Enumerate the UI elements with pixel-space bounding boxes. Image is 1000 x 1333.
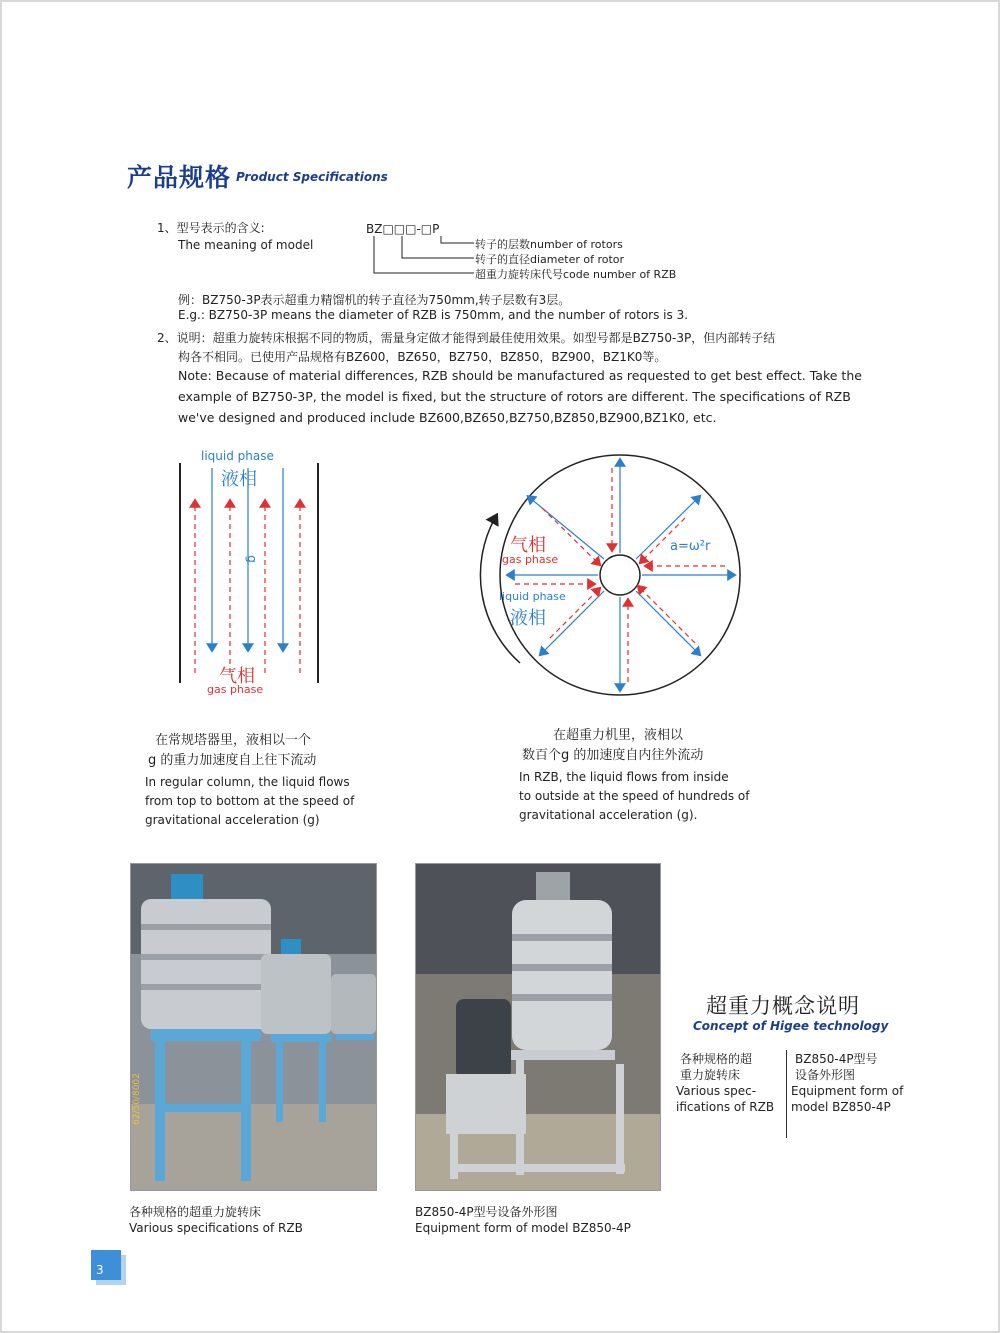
right-liquid-cn: 液相 (510, 608, 546, 629)
left-caption-cn-1: 在常规塔器里，液相以一个 (155, 733, 312, 748)
right-caption-en-2: to outside at the speed of hundreds of (519, 789, 750, 803)
model-line-code: 超重力旋转床代号code number of RZB (475, 268, 677, 281)
note-cn-1: 2、说明：超重力旋转床根据不同的物质，需量身定做才能得到最佳使用效果。如型号都是BZ750-3P，但内部转子结 (157, 331, 776, 345)
right-gas-cn: 气相 (510, 535, 546, 556)
left-gas-en: gas phase (207, 683, 264, 696)
left-gas-cn: 气相 (219, 666, 255, 687)
model-code: BZ□□□-□P (366, 222, 440, 236)
note-en-2: example of BZ750-3P, the model is fixed, but the structure of rotors are different. The specifications of RZB (178, 389, 851, 404)
page-number: 3 (91, 1250, 121, 1280)
concept-col2-en-2: model BZ850-4P (791, 1100, 891, 1114)
right-photo-caption-en: Equipment form of model BZ850-4P (415, 1221, 631, 1235)
concept-title-cn: 超重力概念说明 (706, 994, 860, 1018)
right-photo-caption-cn: BZ850-4P型号设备外形图 (415, 1205, 558, 1219)
model-meaning-label-en: The meaning of model (178, 238, 314, 252)
left-caption-en-3: gravitational acceleration (g) (145, 813, 320, 827)
right-gas-en: gas phase (502, 553, 559, 566)
note-en-3: we've designed and produced include BZ600,BZ650,BZ750,BZ850,BZ900,BZ1K0, etc. (178, 410, 717, 425)
example-en: E.g.: BZ750-3P means the diameter of RZB is 750mm, and the number of rotors is 3. (178, 308, 689, 322)
concept-col1-cn-2: 重力旋转床 (680, 1068, 741, 1082)
left-liquid-en: liquid phase (201, 449, 274, 463)
left-photo-caption-en: Various specifications of RZB (129, 1221, 303, 1235)
model-meaning-label-cn: 1、型号表示的含义: (157, 221, 265, 235)
left-caption-en-1: In regular column, the liquid flows (145, 775, 350, 789)
rotor-inner-circle (600, 555, 640, 595)
note-cn-2: 构各不相同。已使用产品规格有BZ600，BZ650，BZ750，BZ850，BZ900，BZ1K0等。 (178, 350, 667, 364)
right-caption-en-3: gravitational acceleration (g). (519, 808, 698, 822)
concept-col2-en-1: Equipment form of (791, 1084, 904, 1098)
left-caption-en-2: from top to bottom at the speed of (145, 794, 355, 808)
note-en-1: Note: Because of material differences, RZB should be manufactured as requested to get best effect. Take the (178, 368, 862, 383)
right-caption-cn-1: 在超重力机里，液相以 (553, 728, 684, 743)
page-title-cn: 产品规格 (127, 163, 232, 192)
page-title-en: Product Specifications (236, 170, 388, 184)
concept-col1-cn-1: 各种规格的超 (680, 1052, 753, 1066)
left-liquid-cn: 液相 (221, 469, 257, 490)
photo-date-stamp: 62/50/8002 (132, 1073, 142, 1125)
concept-title-en: Concept of Higee technology (693, 1019, 889, 1033)
concept-col1-en-1: Various spec- (676, 1084, 757, 1098)
model-line-diameter: 转子的直径diameter of rotor (475, 253, 625, 266)
bz850-photo (415, 863, 661, 1191)
model-bracket-lines (366, 234, 486, 280)
left-caption-cn-2: g 的重力加速度自上往下流动 (148, 753, 317, 768)
right-caption-cn-2: 数百个g 的加速度自内往外流动 (522, 748, 704, 763)
acceleration-formula: a=ω²r (670, 539, 711, 554)
concept-col2-cn-2: 设备外形图 (795, 1068, 856, 1082)
right-liquid-en: liquid phase (499, 590, 566, 603)
concept-col1-en-2: ifications of RZB (676, 1100, 775, 1114)
left-photo-caption-cn: 各种规格的超重力旋转床 (129, 1205, 262, 1219)
rzb-photo-various (130, 863, 377, 1191)
rzb-rotor-diagram (470, 448, 760, 708)
concept-col2-cn-1: BZ850-4P型号 (795, 1052, 878, 1066)
concept-divider (786, 1050, 787, 1138)
example-cn: 例：BZ750-3P表示超重力精馏机的转子直径为750mm,转子层数有3层。 (178, 293, 571, 307)
model-line-rotors: 转子的层数number of rotors (475, 238, 623, 251)
right-caption-en-1: In RZB, the liquid flows from inside (519, 770, 729, 784)
left-g-label: g (244, 555, 259, 563)
